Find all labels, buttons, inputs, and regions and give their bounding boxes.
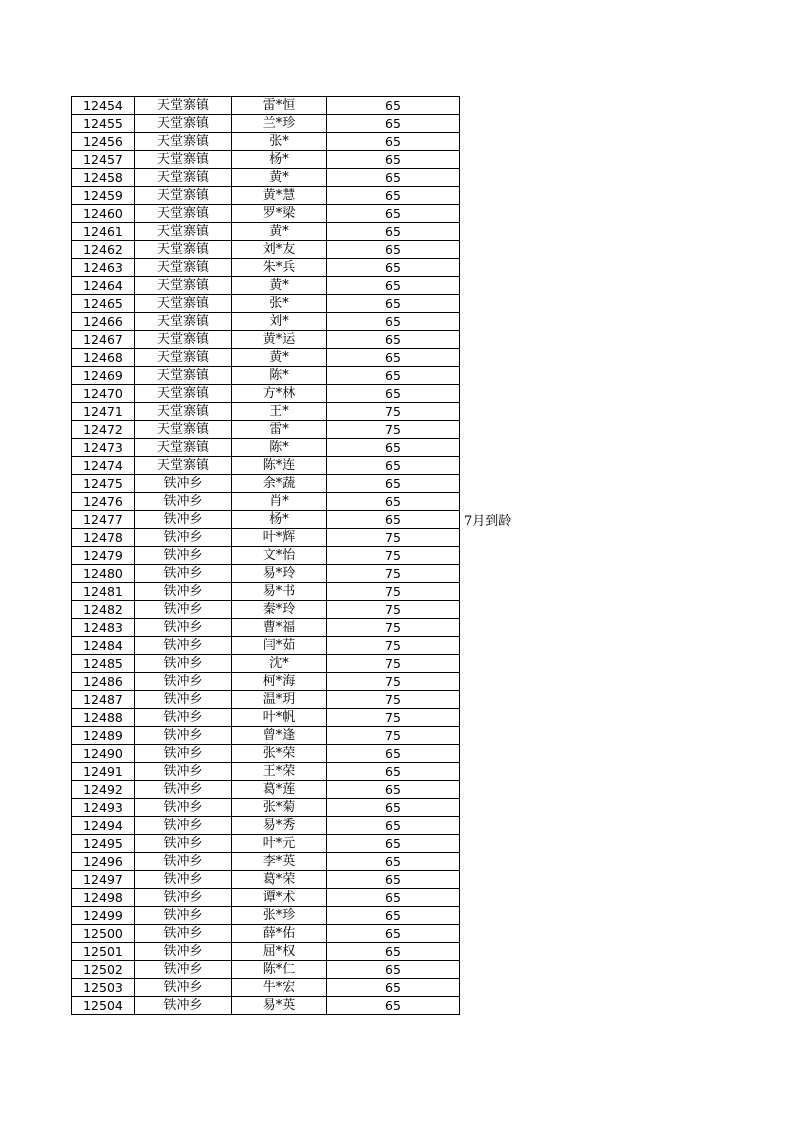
name-cell: 闫*茹 xyxy=(232,637,327,655)
name-cell: 黄*慧 xyxy=(232,187,327,205)
amount-cell: 65 xyxy=(327,871,460,889)
serial-number-cell: 12462 xyxy=(72,241,135,259)
amount-cell: 65 xyxy=(327,367,460,385)
name-cell: 沈* xyxy=(232,655,327,673)
town-cell: 天堂寨镇 xyxy=(135,133,232,151)
town-cell: 铁冲乡 xyxy=(135,565,232,583)
table-row xyxy=(72,961,460,979)
serial-number-cell: 12504 xyxy=(72,997,135,1015)
table-row xyxy=(72,565,460,583)
town-cell: 铁冲乡 xyxy=(135,655,232,673)
serial-number-cell: 12470 xyxy=(72,385,135,403)
name-cell: 秦*玲 xyxy=(232,601,327,619)
amount-cell: 65 xyxy=(327,781,460,799)
town-cell: 天堂寨镇 xyxy=(135,277,232,295)
serial-number-cell: 12461 xyxy=(72,223,135,241)
amount-cell: 65 xyxy=(327,817,460,835)
town-cell: 铁冲乡 xyxy=(135,763,232,781)
town-cell: 铁冲乡 xyxy=(135,817,232,835)
serial-number-cell: 12474 xyxy=(72,457,135,475)
table-row xyxy=(72,277,460,295)
amount-cell: 65 xyxy=(327,493,460,511)
name-cell: 张*菊 xyxy=(232,799,327,817)
table-row xyxy=(72,205,460,223)
serial-number-cell: 12467 xyxy=(72,331,135,349)
town-cell: 天堂寨镇 xyxy=(135,241,232,259)
amount-cell: 65 xyxy=(327,223,460,241)
table-row xyxy=(72,925,460,943)
town-cell: 天堂寨镇 xyxy=(135,187,232,205)
serial-number-cell: 12482 xyxy=(72,601,135,619)
amount-cell: 65 xyxy=(327,457,460,475)
town-cell: 天堂寨镇 xyxy=(135,367,232,385)
name-cell: 王* xyxy=(232,403,327,421)
table-row xyxy=(72,547,460,565)
name-cell: 牛*宏 xyxy=(232,979,327,997)
table-row xyxy=(72,619,460,637)
town-cell: 铁冲乡 xyxy=(135,547,232,565)
amount-cell: 65 xyxy=(327,943,460,961)
name-cell: 陈*连 xyxy=(232,457,327,475)
amount-cell: 75 xyxy=(327,691,460,709)
amount-cell: 65 xyxy=(327,133,460,151)
amount-cell: 65 xyxy=(327,169,460,187)
name-cell: 刘*友 xyxy=(232,241,327,259)
serial-number-cell: 12476 xyxy=(72,493,135,511)
serial-number-cell: 12479 xyxy=(72,547,135,565)
amount-cell: 65 xyxy=(327,925,460,943)
amount-cell: 65 xyxy=(327,241,460,259)
town-cell: 铁冲乡 xyxy=(135,583,232,601)
town-cell: 天堂寨镇 xyxy=(135,421,232,439)
serial-number-cell: 12500 xyxy=(72,925,135,943)
name-cell: 薛*佑 xyxy=(232,925,327,943)
table-row xyxy=(72,403,460,421)
row-note: 7月到龄 xyxy=(464,514,512,529)
serial-number-cell: 12468 xyxy=(72,349,135,367)
name-cell: 文*怡 xyxy=(232,547,327,565)
town-cell: 天堂寨镇 xyxy=(135,295,232,313)
table-row xyxy=(72,835,460,853)
amount-cell: 75 xyxy=(327,673,460,691)
table-row xyxy=(72,583,460,601)
serial-number-cell: 12493 xyxy=(72,799,135,817)
amount-cell: 65 xyxy=(327,889,460,907)
name-cell: 叶*元 xyxy=(232,835,327,853)
name-cell: 陈*仁 xyxy=(232,961,327,979)
town-cell: 天堂寨镇 xyxy=(135,457,232,475)
table-row xyxy=(72,493,460,511)
serial-number-cell: 12456 xyxy=(72,133,135,151)
amount-cell: 65 xyxy=(327,97,460,115)
serial-number-cell: 12481 xyxy=(72,583,135,601)
serial-number-cell: 12466 xyxy=(72,313,135,331)
name-cell: 陈* xyxy=(232,367,327,385)
town-cell: 铁冲乡 xyxy=(135,709,232,727)
amount-cell: 75 xyxy=(327,655,460,673)
amount-cell: 75 xyxy=(327,619,460,637)
table-row xyxy=(72,295,460,313)
town-cell: 天堂寨镇 xyxy=(135,259,232,277)
amount-cell: 65 xyxy=(327,763,460,781)
town-cell: 铁冲乡 xyxy=(135,619,232,637)
serial-number-cell: 12454 xyxy=(72,97,135,115)
table-row xyxy=(72,979,460,997)
name-cell: 肖* xyxy=(232,493,327,511)
amount-cell: 65 xyxy=(327,205,460,223)
table-row xyxy=(72,151,460,169)
town-cell: 铁冲乡 xyxy=(135,961,232,979)
name-cell: 张*珍 xyxy=(232,907,327,925)
town-cell: 天堂寨镇 xyxy=(135,115,232,133)
town-cell: 铁冲乡 xyxy=(135,601,232,619)
name-cell: 方*林 xyxy=(232,385,327,403)
table-row xyxy=(72,313,460,331)
serial-number-cell: 12488 xyxy=(72,709,135,727)
name-cell: 黄*运 xyxy=(232,331,327,349)
amount-cell: 65 xyxy=(327,835,460,853)
serial-number-cell: 12503 xyxy=(72,979,135,997)
town-cell: 铁冲乡 xyxy=(135,835,232,853)
name-cell: 易*玲 xyxy=(232,565,327,583)
name-cell: 罗*梁 xyxy=(232,205,327,223)
town-cell: 天堂寨镇 xyxy=(135,439,232,457)
serial-number-cell: 12460 xyxy=(72,205,135,223)
table-row xyxy=(72,97,460,115)
serial-number-cell: 12484 xyxy=(72,637,135,655)
amount-cell: 75 xyxy=(327,547,460,565)
serial-number-cell: 12475 xyxy=(72,475,135,493)
table-row xyxy=(72,781,460,799)
name-cell: 曾*逢 xyxy=(232,727,327,745)
town-cell: 天堂寨镇 xyxy=(135,169,232,187)
name-cell: 葛*莲 xyxy=(232,781,327,799)
table-row xyxy=(72,511,460,529)
amount-cell: 75 xyxy=(327,403,460,421)
table-row xyxy=(72,331,460,349)
table-row xyxy=(72,673,460,691)
town-cell: 天堂寨镇 xyxy=(135,349,232,367)
table-row xyxy=(72,853,460,871)
table-row xyxy=(72,889,460,907)
serial-number-cell: 12491 xyxy=(72,763,135,781)
table-row xyxy=(72,745,460,763)
table-row xyxy=(72,367,460,385)
town-cell: 铁冲乡 xyxy=(135,889,232,907)
name-cell: 柯*海 xyxy=(232,673,327,691)
serial-number-cell: 12495 xyxy=(72,835,135,853)
town-cell: 铁冲乡 xyxy=(135,745,232,763)
amount-cell: 65 xyxy=(327,385,460,403)
town-cell: 天堂寨镇 xyxy=(135,403,232,421)
serial-number-cell: 12480 xyxy=(72,565,135,583)
name-cell: 黄* xyxy=(232,277,327,295)
town-cell: 铁冲乡 xyxy=(135,637,232,655)
table-row xyxy=(72,133,460,151)
name-cell: 雷* xyxy=(232,421,327,439)
table-row xyxy=(72,655,460,673)
name-cell: 刘* xyxy=(232,313,327,331)
amount-cell: 65 xyxy=(327,961,460,979)
amount-cell: 65 xyxy=(327,295,460,313)
name-cell: 叶*辉 xyxy=(232,529,327,547)
amount-cell: 65 xyxy=(327,259,460,277)
town-cell: 天堂寨镇 xyxy=(135,313,232,331)
table-row xyxy=(72,115,460,133)
serial-number-cell: 12463 xyxy=(72,259,135,277)
town-cell: 铁冲乡 xyxy=(135,997,232,1015)
town-cell: 铁冲乡 xyxy=(135,853,232,871)
amount-cell: 75 xyxy=(327,421,460,439)
amount-cell: 65 xyxy=(327,187,460,205)
name-cell: 温*玥 xyxy=(232,691,327,709)
town-cell: 铁冲乡 xyxy=(135,511,232,529)
table-row xyxy=(72,763,460,781)
serial-number-cell: 12457 xyxy=(72,151,135,169)
name-cell: 杨* xyxy=(232,151,327,169)
table-row xyxy=(72,385,460,403)
table-row xyxy=(72,223,460,241)
amount-cell: 65 xyxy=(327,799,460,817)
table-row xyxy=(72,349,460,367)
name-cell: 朱*兵 xyxy=(232,259,327,277)
serial-number-cell: 12464 xyxy=(72,277,135,295)
name-cell: 余*蔬 xyxy=(232,475,327,493)
town-cell: 天堂寨镇 xyxy=(135,385,232,403)
amount-cell: 75 xyxy=(327,601,460,619)
name-cell: 黄* xyxy=(232,223,327,241)
serial-number-cell: 12471 xyxy=(72,403,135,421)
town-cell: 铁冲乡 xyxy=(135,781,232,799)
table-row xyxy=(72,439,460,457)
amount-cell: 75 xyxy=(327,637,460,655)
town-cell: 天堂寨镇 xyxy=(135,223,232,241)
town-cell: 铁冲乡 xyxy=(135,673,232,691)
serial-number-cell: 12469 xyxy=(72,367,135,385)
serial-number-cell: 12458 xyxy=(72,169,135,187)
table-row xyxy=(72,421,460,439)
serial-number-cell: 12498 xyxy=(72,889,135,907)
amount-cell: 75 xyxy=(327,565,460,583)
name-cell: 兰*珍 xyxy=(232,115,327,133)
serial-number-cell: 12492 xyxy=(72,781,135,799)
serial-number-cell: 12472 xyxy=(72,421,135,439)
table-row xyxy=(72,727,460,745)
serial-number-cell: 12487 xyxy=(72,691,135,709)
table-row xyxy=(72,691,460,709)
town-cell: 铁冲乡 xyxy=(135,979,232,997)
name-cell: 李*英 xyxy=(232,853,327,871)
table-row xyxy=(72,241,460,259)
serial-number-cell: 12496 xyxy=(72,853,135,871)
table-row xyxy=(72,709,460,727)
amount-cell: 65 xyxy=(327,997,460,1015)
town-cell: 铁冲乡 xyxy=(135,493,232,511)
town-cell: 天堂寨镇 xyxy=(135,151,232,169)
name-cell: 雷*恒 xyxy=(232,97,327,115)
table-row xyxy=(72,637,460,655)
amount-cell: 65 xyxy=(327,349,460,367)
table-row xyxy=(72,601,460,619)
table-row xyxy=(72,169,460,187)
town-cell: 铁冲乡 xyxy=(135,529,232,547)
table-row xyxy=(72,799,460,817)
amount-cell: 75 xyxy=(327,583,460,601)
serial-number-cell: 12478 xyxy=(72,529,135,547)
serial-number-cell: 12499 xyxy=(72,907,135,925)
name-cell: 易*英 xyxy=(232,997,327,1015)
table-row xyxy=(72,475,460,493)
table-row xyxy=(72,529,460,547)
amount-cell: 75 xyxy=(327,709,460,727)
name-cell: 叶*帆 xyxy=(232,709,327,727)
amount-cell: 65 xyxy=(327,907,460,925)
table-row xyxy=(72,871,460,889)
amount-cell: 65 xyxy=(327,979,460,997)
town-cell: 天堂寨镇 xyxy=(135,331,232,349)
serial-number-cell: 12494 xyxy=(72,817,135,835)
serial-number-cell: 12473 xyxy=(72,439,135,457)
name-cell: 陈* xyxy=(232,439,327,457)
serial-number-cell: 12485 xyxy=(72,655,135,673)
table-row xyxy=(72,187,460,205)
amount-cell: 65 xyxy=(327,313,460,331)
town-cell: 铁冲乡 xyxy=(135,925,232,943)
amount-cell: 75 xyxy=(327,727,460,745)
name-cell: 易*书 xyxy=(232,583,327,601)
serial-number-cell: 12459 xyxy=(72,187,135,205)
town-cell: 天堂寨镇 xyxy=(135,97,232,115)
amount-cell: 65 xyxy=(327,475,460,493)
name-cell: 王*荣 xyxy=(232,763,327,781)
table-body xyxy=(72,97,460,1015)
name-cell: 张*荣 xyxy=(232,745,327,763)
name-cell: 屈*权 xyxy=(232,943,327,961)
town-cell: 铁冲乡 xyxy=(135,907,232,925)
amount-cell: 65 xyxy=(327,511,460,529)
serial-number-cell: 12489 xyxy=(72,727,135,745)
town-cell: 铁冲乡 xyxy=(135,799,232,817)
town-cell: 铁冲乡 xyxy=(135,691,232,709)
name-cell: 葛*荣 xyxy=(232,871,327,889)
town-cell: 铁冲乡 xyxy=(135,727,232,745)
amount-cell: 65 xyxy=(327,277,460,295)
table-row xyxy=(72,997,460,1015)
name-cell: 杨* xyxy=(232,511,327,529)
amount-cell: 65 xyxy=(327,439,460,457)
table-row xyxy=(72,943,460,961)
serial-number-cell: 12486 xyxy=(72,673,135,691)
town-cell: 天堂寨镇 xyxy=(135,205,232,223)
table-row xyxy=(72,907,460,925)
serial-number-cell: 12497 xyxy=(72,871,135,889)
amount-cell: 65 xyxy=(327,853,460,871)
amount-cell: 65 xyxy=(327,115,460,133)
table-row xyxy=(72,817,460,835)
name-cell: 易*秀 xyxy=(232,817,327,835)
name-cell: 张* xyxy=(232,295,327,313)
amount-cell: 65 xyxy=(327,151,460,169)
serial-number-cell: 12490 xyxy=(72,745,135,763)
name-cell: 黄* xyxy=(232,169,327,187)
amount-cell: 65 xyxy=(327,331,460,349)
name-cell: 谭*术 xyxy=(232,889,327,907)
town-cell: 铁冲乡 xyxy=(135,475,232,493)
serial-number-cell: 12502 xyxy=(72,961,135,979)
town-cell: 铁冲乡 xyxy=(135,871,232,889)
table-row xyxy=(72,259,460,277)
serial-number-cell: 12483 xyxy=(72,619,135,637)
name-cell: 曹*福 xyxy=(232,619,327,637)
name-cell: 黄* xyxy=(232,349,327,367)
amount-cell: 65 xyxy=(327,745,460,763)
amount-cell: 75 xyxy=(327,529,460,547)
serial-number-cell: 12501 xyxy=(72,943,135,961)
data-table xyxy=(71,96,460,1015)
serial-number-cell: 12477 xyxy=(72,511,135,529)
serial-number-cell: 12465 xyxy=(72,295,135,313)
serial-number-cell: 12455 xyxy=(72,115,135,133)
table-row xyxy=(72,457,460,475)
name-cell: 张* xyxy=(232,133,327,151)
town-cell: 铁冲乡 xyxy=(135,943,232,961)
